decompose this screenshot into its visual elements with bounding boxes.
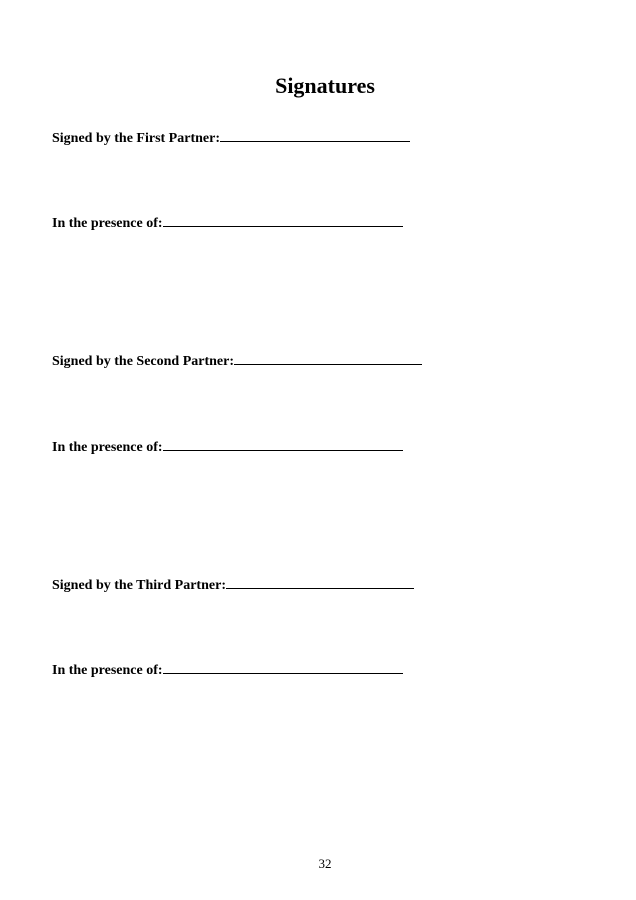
first-partner-witness-blank[interactable] (163, 213, 403, 227)
first-partner-witness-label: In the presence of: (52, 216, 163, 231)
second-partner-signature-label: Signed by the Second Partner: (52, 354, 234, 369)
page-number: 32 (318, 856, 332, 871)
first-partner-witness-line (52, 213, 403, 233)
second-partner-signature-blank[interactable] (234, 351, 422, 365)
third-partner-witness-blank[interactable] (163, 660, 403, 674)
second-partner-witness-blank[interactable] (163, 437, 403, 451)
second-partner-witness-label: In the presence of: (52, 440, 163, 455)
third-partner-signature-line (52, 575, 414, 595)
third-partner-witness-line (52, 660, 403, 680)
page-title: Signatures (275, 73, 375, 98)
third-partner-signature-blank[interactable] (226, 575, 414, 589)
third-partner-witness-label: In the presence of: (52, 663, 163, 678)
first-partner-signature-line (52, 128, 410, 148)
third-partner-signature-label: Signed by the Third Partner: (52, 578, 226, 593)
first-partner-signature-blank[interactable] (220, 128, 410, 142)
second-partner-witness-line (52, 437, 403, 457)
second-partner-signature-line (52, 351, 422, 371)
first-partner-signature-label: Signed by the First Partner: (52, 131, 220, 146)
